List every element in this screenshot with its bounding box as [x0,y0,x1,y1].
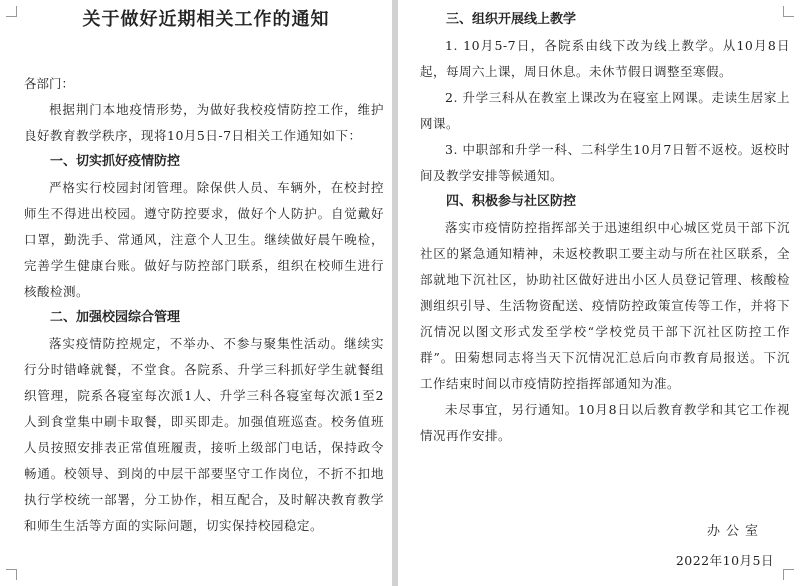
page-corner-mark [783,569,794,580]
intro-paragraph: 根据荆门本地疫情形势，为做好我校疫情防控工作，维护良好教育教学秩序，现将10月5日-7日相关工作通知如下： [24,102,384,143]
section-1-paragraph: 严格实行校园封闭管理。除保供人员、车辆外，在校封控师生不得进出校园。遵守防控要求，做好个人防护。自觉戴好口罩，勤洗手、常通风，注意个人卫生。继续做好晨午晚检，完善学生健康台账。做好与防控部门联系，组织在校师生进行核酸检测。 [24,180,384,299]
document-page-left [0,0,392,586]
section-2-paragraph: 落实疫情防控规定，不举办、不参与聚集性活动。继续实行分时错峰就餐，不堂食。各院系、升学三科抓好学生就餐组织管理，院系各寝室每次派1人、升学三科各寝室每次派1至2人到食堂集中刷卡取餐，即买即走。加强值班巡查。校务值班人员按照安排表正常值班履责，接听上级部门电话，保持政令畅通。校领导、到岗的中层干部要坚守工作岗位，不折不扣地执行学校统一部署，分工协作，相互配合，及时解决教育教学和师生生活等方面的实际问题，切实保持校园稳定。 [24,336,384,533]
signature-date: 2022年10月5日 [675,553,774,568]
section-3-item-3: 3. 中职部和升学一科、二科学生10月7日暂不返校。返校时间及教学安排等候通知。 [420,142,790,183]
page-corner-mark [6,6,17,17]
section-4-paragraph: 落实市疫情防控指挥部关于迅速组织中心城区党员干部下沉社区的紧急通知精神，未返校教职工要主动与所在社区联系，全部就地下沉社区，协助社区做好进出小区人员登记管理、核酸检测组织引导、生活物资配送、疫情防控政策宣传等工作，并将下沉情况以图文形式发至学校“学校党员干部下沉社区防控工作群”。田菊想同志将当天下沉情况汇总后向市教育局报送。下沉工作结束时间以市疫情防控指挥部通知为准。 [420,220,790,391]
section-heading-1: 一、切实抓好疫情防控 [50,154,181,169]
greeting: 各部门： [24,76,75,91]
section-heading-4: 四、积极参与社区防控 [446,194,577,209]
document-title: 关于做好近期相关工作的通知 [82,9,330,30]
section-heading-3: 三、组织开展线上教学 [446,12,577,27]
closing-paragraph: 未尽事宜，另行通知。10月8日以后教育教学和其它工作视情况再作安排。 [420,402,790,443]
signature-org: 办公室 [706,524,764,539]
section-3-item-1: 1. 10月5-7日，各院系由线下改为线上教学。从10月8日起，每周六上课，周日休息。未休节假日调整至寒假。 [420,38,790,79]
section-heading-2: 二、加强校园综合管理 [50,310,181,325]
page-corner-mark [6,569,17,580]
page-corner-mark [783,6,794,17]
document-page-right [398,0,800,586]
section-3-item-2: 2. 升学三科从在教室上课改为在寝室上网课。走读生居家上网课。 [420,90,790,131]
